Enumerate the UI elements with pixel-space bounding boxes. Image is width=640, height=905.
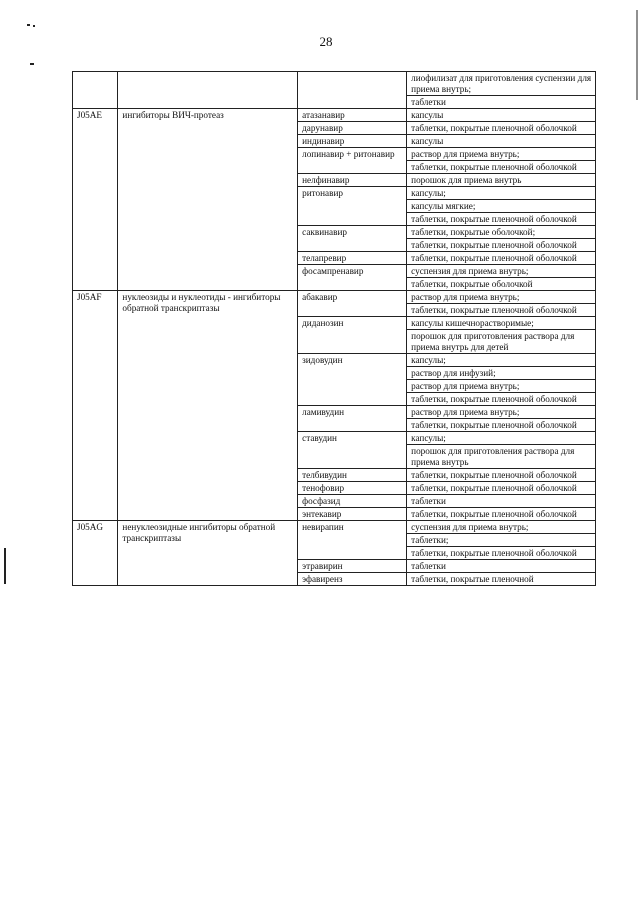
drug-name-cell [298,72,407,109]
dosage-form-cell: таблетки, покрытые пленочной оболочкой [407,213,596,226]
drug-group-cell: нуклеозиды и нуклеотиды - ингибиторы обратной транскриптазы [118,291,298,521]
drug-name-cell: фосампренавир [298,265,407,291]
atc-code-cell [73,72,118,109]
dosage-form-cell: таблетки, покрытые пленочной оболочкой [407,122,596,135]
scan-mark [27,24,30,26]
drug-name-cell: зидовудин [298,354,407,406]
dosage-form-cell: таблетки [407,495,596,508]
atc-code-cell: J05AE [73,109,118,291]
drug-name-cell: невирапин [298,521,407,560]
drug-name-cell: ставудин [298,432,407,469]
dosage-form-cell: таблетки, покрытые пленочной оболочкой [407,239,596,252]
table-row [73,521,596,534]
scan-mark [33,25,35,27]
page-number: 28 [319,34,333,49]
dosage-form-cell: капсулы; [407,432,596,445]
drug-name-cell: телбивудин [298,469,407,482]
table-row [73,291,596,304]
dosage-form-cell: таблетки, покрытые пленочной оболочкой [407,547,596,560]
dosage-form-cell: раствор для приема внутрь; [407,380,596,393]
dosage-form-cell: таблетки, покрытые оболочкой [407,278,596,291]
scan-mark [4,548,6,584]
dosage-form-cell: таблетки, покрытые пленочной [407,573,596,586]
drug-name-cell: нелфинавир [298,174,407,187]
drug-name-cell: этравирин [298,560,407,573]
dosage-form-cell: таблетки, покрытые пленочной оболочкой [407,161,596,174]
drug-name-cell: энтекавир [298,508,407,521]
dosage-form-cell: таблетки [407,96,596,109]
dosage-form-cell: таблетки, покрытые пленочной оболочкой [407,252,596,265]
drug-name-cell: диданозин [298,317,407,354]
dosage-form-cell: капсулы; [407,187,596,200]
dosage-form-cell: капсулы [407,135,596,148]
dosage-form-cell: порошок для приема внутрь [407,174,596,187]
dosage-form-cell: раствор для приема внутрь; [407,406,596,419]
dosage-form-cell: раствор для инфузий; [407,367,596,380]
dosage-form-cell: таблетки, покрытые пленочной оболочкой [407,393,596,406]
atc-code-cell: J05AG [73,521,118,586]
drug-group-cell: ненуклеозидные ингибиторы обратной транскриптазы [118,521,298,586]
dosage-form-cell: таблетки, покрытые оболочкой; [407,226,596,239]
drug-name-cell: ламивудин [298,406,407,432]
dosage-form-cell: капсулы мягкие; [407,200,596,213]
dosage-form-cell: раствор для приема внутрь; [407,148,596,161]
drug-name-cell: дарунавир [298,122,407,135]
drug-name-cell: тенофовир [298,482,407,495]
dosage-form-cell: таблетки, покрытые пленочной оболочкой [407,482,596,495]
table-row [73,72,596,96]
dosage-form-cell: таблетки, покрытые пленочной оболочкой [407,469,596,482]
drug-name-cell: атазанавир [298,109,407,122]
dosage-form-cell: таблетки, покрытые пленочной оболочкой [407,304,596,317]
drug-name-cell: саквинавир [298,226,407,252]
dosage-form-cell: таблетки [407,560,596,573]
drug-name-cell: лопинавир + ритонавир [298,148,407,174]
drug-name-cell: фосфазид [298,495,407,508]
scan-mark [636,10,638,100]
atc-code-cell: J05AF [73,291,118,521]
drug-name-cell: эфавиренз [298,573,407,586]
scan-mark [30,63,34,65]
dosage-form-cell: таблетки; [407,534,596,547]
dosage-form-cell: порошок для приготовления раствора для приема внутрь для детей [407,330,596,354]
drug-group-cell [118,72,298,109]
drug-name-cell: ритонавир [298,187,407,226]
dosage-form-cell: суспензия для приема внутрь; [407,521,596,534]
dosage-form-cell: таблетки, покрытые пленочной оболочкой [407,419,596,432]
dosage-form-cell: таблетки, покрытые пленочной оболочкой [407,508,596,521]
dosage-form-cell: капсулы кишечнорастворимые; [407,317,596,330]
drug-name-cell: телапревир [298,252,407,265]
dosage-form-cell: порошок для приготовления раствора для приема внутрь [407,445,596,469]
table-row [73,109,596,122]
drug-group-cell: ингибиторы ВИЧ-протеаз [118,109,298,291]
drug-table [72,71,596,586]
dosage-form-cell: лиофилизат для приготовления суспензии для приема внутрь; [407,72,596,96]
drug-name-cell: индинавир [298,135,407,148]
dosage-form-cell: капсулы [407,109,596,122]
table-body [73,72,596,586]
drug-name-cell: абакавир [298,291,407,317]
dosage-form-cell: суспензия для приема внутрь; [407,265,596,278]
dosage-form-cell: раствор для приема внутрь; [407,291,596,304]
dosage-form-cell: капсулы; [407,354,596,367]
